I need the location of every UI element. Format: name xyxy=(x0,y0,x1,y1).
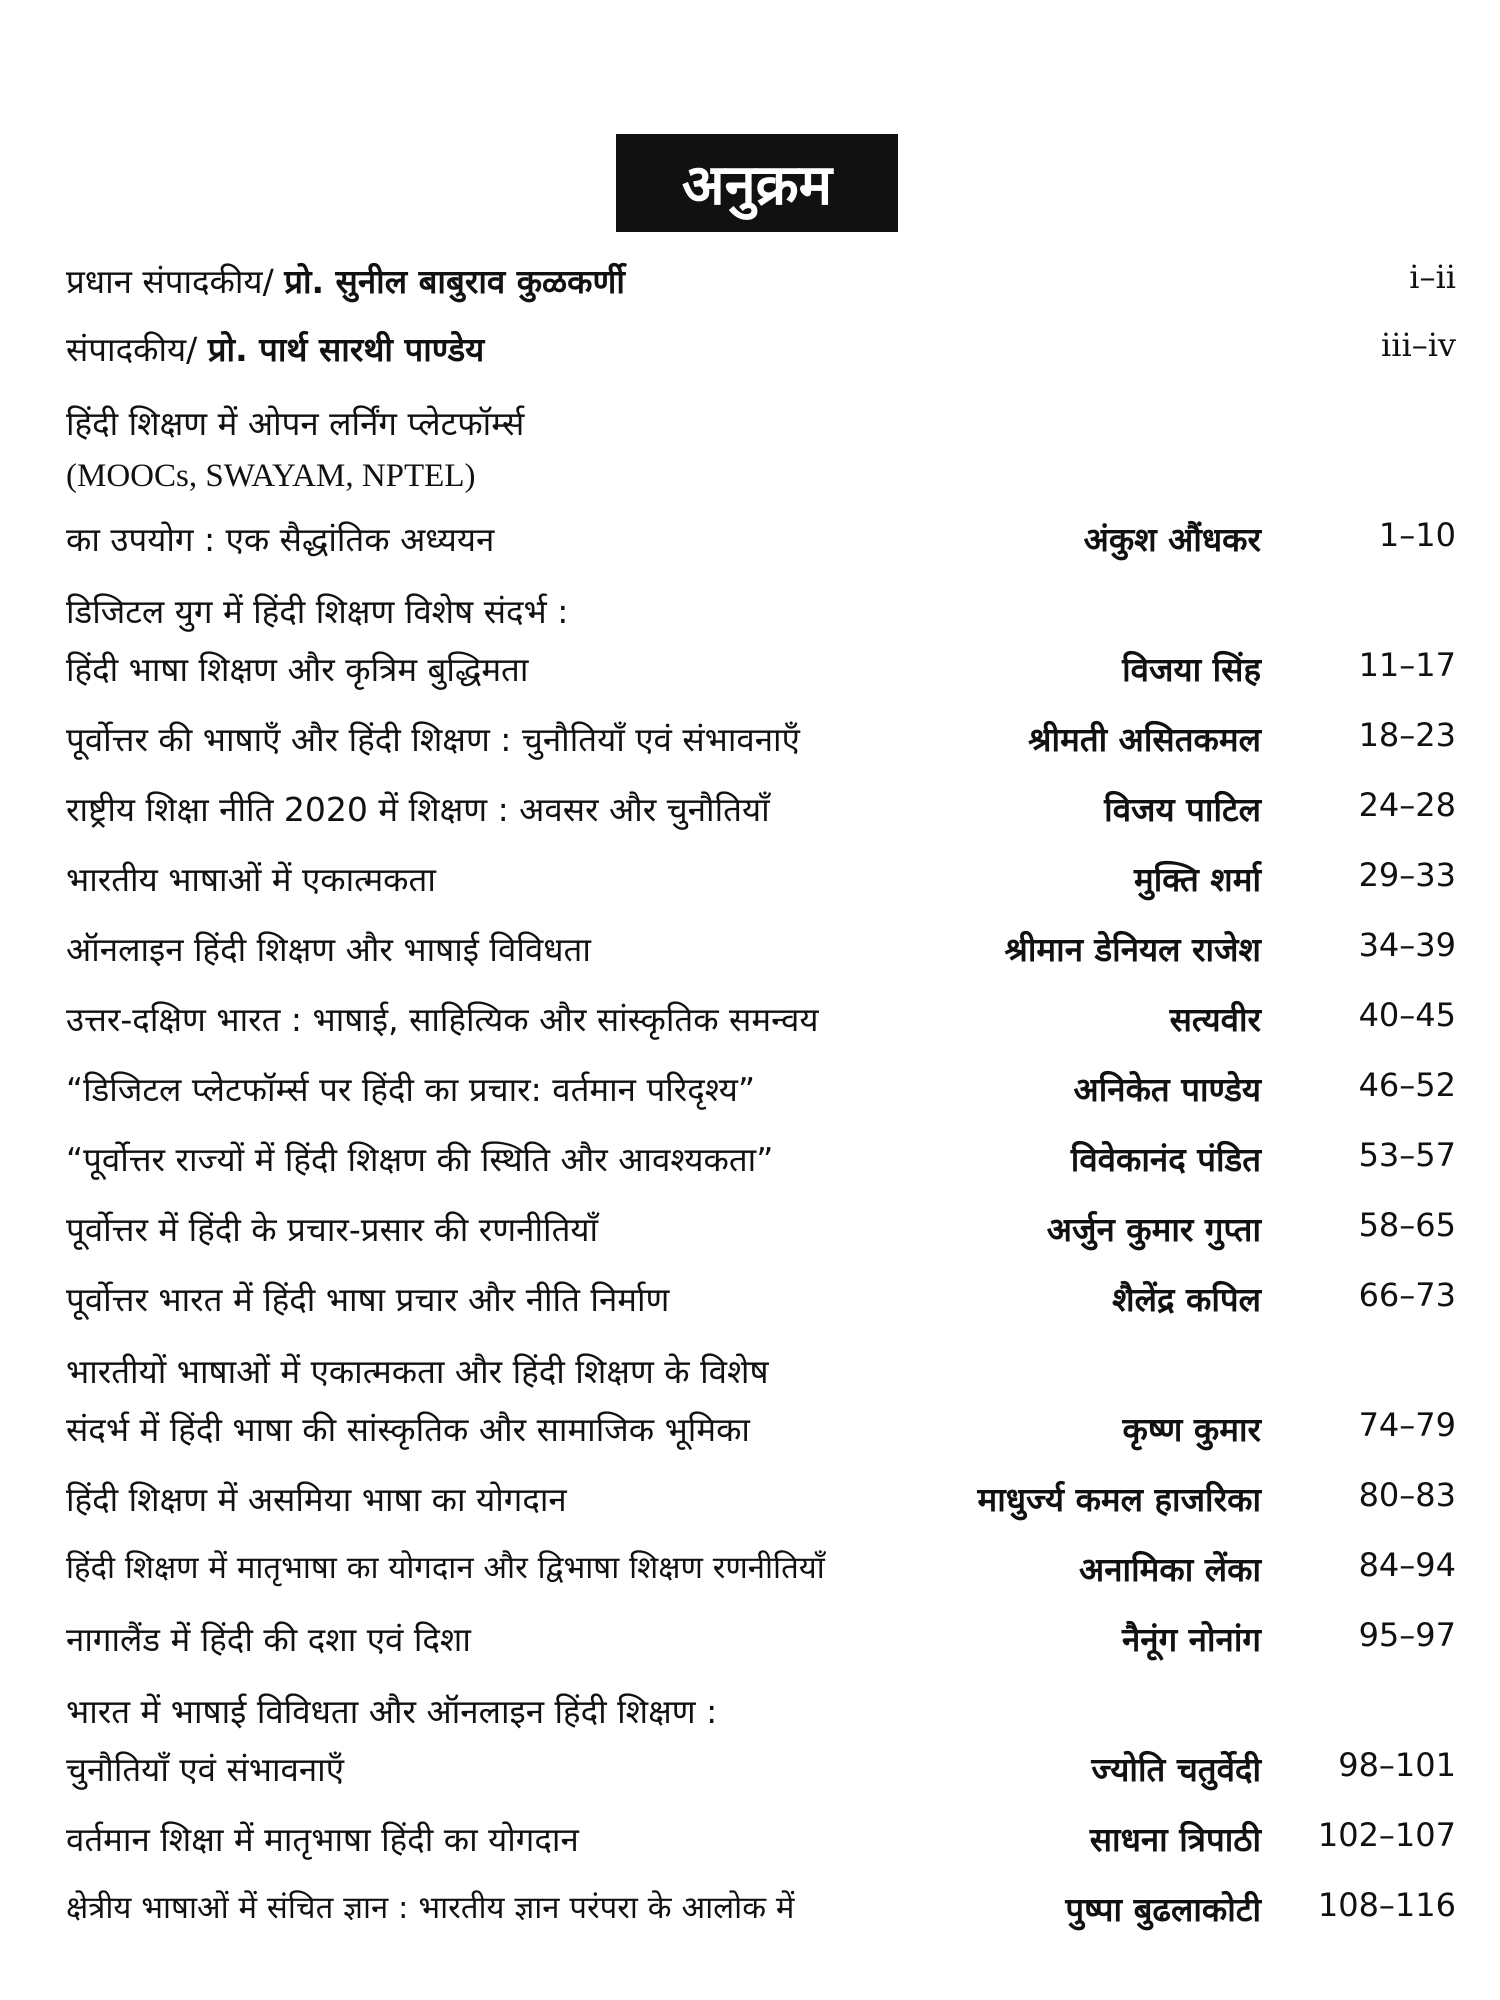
toc-entry xyxy=(66,1400,1456,1460)
toc-entry-title: ऑनलाइन हिंदी शिक्षण और भाषाई विविधता xyxy=(66,930,591,969)
toc-entry-title: डिजिटल युग में हिंदी शिक्षण विशेष संदर्भ : xyxy=(66,592,569,631)
toc-entry xyxy=(66,1130,1456,1190)
toc-entry xyxy=(66,850,1456,910)
toc-page-range: 95–97 xyxy=(1358,1616,1456,1654)
toc-page-range: 11–17 xyxy=(1358,646,1456,684)
toc-page-range: 66–73 xyxy=(1358,1276,1456,1314)
toc-page-range: 102–107 xyxy=(1317,1816,1456,1854)
toc-entry xyxy=(66,1810,1456,1870)
toc-page-range: 98–101 xyxy=(1338,1746,1456,1784)
toc-entry-author: पुष्पा बुढलाकोटी xyxy=(1065,1890,1261,1929)
toc-entry-author: साधना त्रिपाठी xyxy=(1089,1820,1261,1859)
toc-page-range: 40–45 xyxy=(1358,996,1456,1034)
toc-entry-title: राष्ट्रीय शिक्षा नीति 2020 में शिक्षण : अवसर और चुनौतियाँ xyxy=(66,790,770,829)
toc-editorial-row xyxy=(66,252,1456,312)
toc-page-range: 74–79 xyxy=(1358,1406,1456,1444)
toc-entry-title: भारतीय भाषाओं में एकात्मकता xyxy=(66,860,436,899)
toc-entry-title: वर्तमान शिक्षा में मातृभाषा हिंदी का योगदान xyxy=(66,1820,579,1859)
toc-entry-title: हिंदी भाषा शिक्षण और कृत्रिम बुद्धिमता xyxy=(66,650,529,689)
toc-entry xyxy=(66,1540,1456,1600)
toc-entry-title: उत्तर-दक्षिण भारत : भाषाई, साहित्यिक और सांस्कृतिक समन्वय xyxy=(66,1000,819,1039)
toc-entry xyxy=(66,1270,1456,1330)
toc-entry-line xyxy=(66,582,1456,642)
toc-entry-author: सत्यवीर xyxy=(1169,1000,1261,1039)
toc-page-range: 84–94 xyxy=(1358,1546,1456,1584)
toc-entry-author: नैनूंग नोनांग xyxy=(1121,1620,1261,1659)
toc-entry-title xyxy=(66,326,484,371)
toc-page-range: 53–57 xyxy=(1358,1136,1456,1174)
toc-entry-author: मुक्ति शर्मा xyxy=(1134,860,1261,899)
toc-entry xyxy=(66,1880,1456,1940)
toc-entry xyxy=(66,710,1456,770)
toc-entry-title: पूर्वोत्तर में हिंदी के प्रचार-प्रसार की रणनीतियाँ xyxy=(66,1210,599,1249)
toc-entry-title: (MOOCs, SWAYAM, NPTEL) xyxy=(66,458,476,494)
toc-entry-line xyxy=(66,1342,1456,1402)
toc-entry-title: चुनौतियाँ एवं संभावनाएँ xyxy=(66,1750,344,1789)
toc-entry-title: हिंदी शिक्षण में ओपन लर्निंग प्लेटफॉर्म्स xyxy=(66,404,525,443)
toc-entry-author: विजया सिंह xyxy=(1122,650,1261,689)
toc-entry xyxy=(66,1740,1456,1800)
toc-entry-author: श्रीमती असितकमल xyxy=(1028,720,1261,759)
editorial-author: प्रो. पार्थ सारथी पाण्डेय xyxy=(207,330,485,369)
toc-entry xyxy=(66,1470,1456,1530)
toc-entry-title: “डिजिटल प्लेटफॉर्म्स पर हिंदी का प्रचार: वर्तमान परिदृश्य” xyxy=(66,1070,756,1109)
toc-entry-author: माधुर्ज्य कमल हाजरिका xyxy=(977,1480,1261,1519)
toc-entry-author: कृष्ण कुमार xyxy=(1122,1410,1261,1449)
toc-page-range: 80–83 xyxy=(1358,1476,1456,1514)
toc-entry-title: नागालैंड में हिंदी की दशा एवं दिशा xyxy=(66,1620,471,1659)
toc-entry-author: अनामिका लेंका xyxy=(1079,1550,1261,1589)
toc-page-range: 34–39 xyxy=(1358,926,1456,964)
toc-entry-title: भारतीयों भाषाओं में एकात्मकता और हिंदी शिक्षण के विशेष xyxy=(66,1352,769,1391)
toc-entry xyxy=(66,1200,1456,1260)
toc-entry-line xyxy=(66,1682,1456,1742)
toc-entry xyxy=(66,920,1456,980)
toc-entry-title: संदर्भ में हिंदी भाषा की सांस्कृतिक और सामाजिक भूमिका xyxy=(66,1410,750,1449)
toc-entry xyxy=(66,780,1456,840)
toc-entry-title: पूर्वोत्तर की भाषाएँ और हिंदी शिक्षण : चुनौतियाँ एवं संभावनाएँ xyxy=(66,720,800,759)
toc-entry-author: विजय पाटिल xyxy=(1104,790,1261,829)
toc-entry xyxy=(66,990,1456,1050)
toc-entry-author: अनिकेत पाण्डेय xyxy=(1073,1070,1261,1109)
toc-page-range: 46–52 xyxy=(1358,1066,1456,1104)
toc-entry-author: श्रीमान डेनियल राजेश xyxy=(1004,930,1261,969)
toc-page-range: 24–28 xyxy=(1358,786,1456,824)
toc-entry xyxy=(66,1060,1456,1120)
toc-entry-title: हिंदी शिक्षण में असमिया भाषा का योगदान xyxy=(66,1480,567,1519)
toc-entry-title: का उपयोग : एक सैद्धांतिक अध्ययन xyxy=(66,520,495,559)
toc-entry-line xyxy=(66,452,1456,512)
toc-page-range: i–ii xyxy=(1409,258,1456,296)
toc-entry xyxy=(66,1610,1456,1670)
editorial-author: प्रो. सुनील बाबुराव कुळकर्णी xyxy=(284,262,625,301)
toc-entry-author: शैलेंद्र कपिल xyxy=(1112,1280,1261,1319)
toc-entry-title: पूर्वोत्तर भारत में हिंदी भाषा प्रचार और नीति निर्माण xyxy=(66,1280,670,1319)
toc-page-range: 108–116 xyxy=(1317,1886,1456,1924)
toc-entry-author: अंकुश औंधकर xyxy=(1083,520,1261,559)
toc-entry xyxy=(66,510,1456,570)
toc-entry-author: अर्जुन कुमार गुप्ता xyxy=(1046,1210,1261,1249)
toc-entry-title: “पूर्वोत्तर राज्यों में हिंदी शिक्षण की स्थिति और आवश्यकता” xyxy=(66,1140,774,1179)
toc-entry-author: विवेकानंद पंडित xyxy=(1070,1140,1261,1179)
editorial-label: संपादकीय/ xyxy=(66,330,198,369)
page-title: अनुक्रम xyxy=(616,134,898,232)
toc-page-range: iii–iv xyxy=(1380,326,1456,364)
toc-entry-title: क्षेत्रीय भाषाओं में संचित ज्ञान : भारतीय ज्ञान परंपरा के आलोक में xyxy=(66,1890,795,1926)
toc-page-range: 1–10 xyxy=(1378,516,1456,554)
toc-page-range: 29–33 xyxy=(1358,856,1456,894)
toc-entry-author: ज्योति चतुर्वेदी xyxy=(1091,1750,1261,1789)
toc-page-range: 58–65 xyxy=(1358,1206,1456,1244)
toc-entry xyxy=(66,640,1456,700)
toc-entry-line xyxy=(66,394,1456,454)
toc-entry-title: हिंदी शिक्षण में मातृभाषा का योगदान और द्विभाषा शिक्षण रणनीतियाँ xyxy=(66,1550,825,1586)
toc-entry-title: भारत में भाषाई विविधता और ऑनलाइन हिंदी शिक्षण : xyxy=(66,1692,718,1731)
editorial-label: प्रधान संपादकीय/ xyxy=(66,262,274,301)
toc-page-range: 18–23 xyxy=(1358,716,1456,754)
toc-editorial-row xyxy=(66,320,1456,380)
toc-entry-title xyxy=(66,258,625,303)
